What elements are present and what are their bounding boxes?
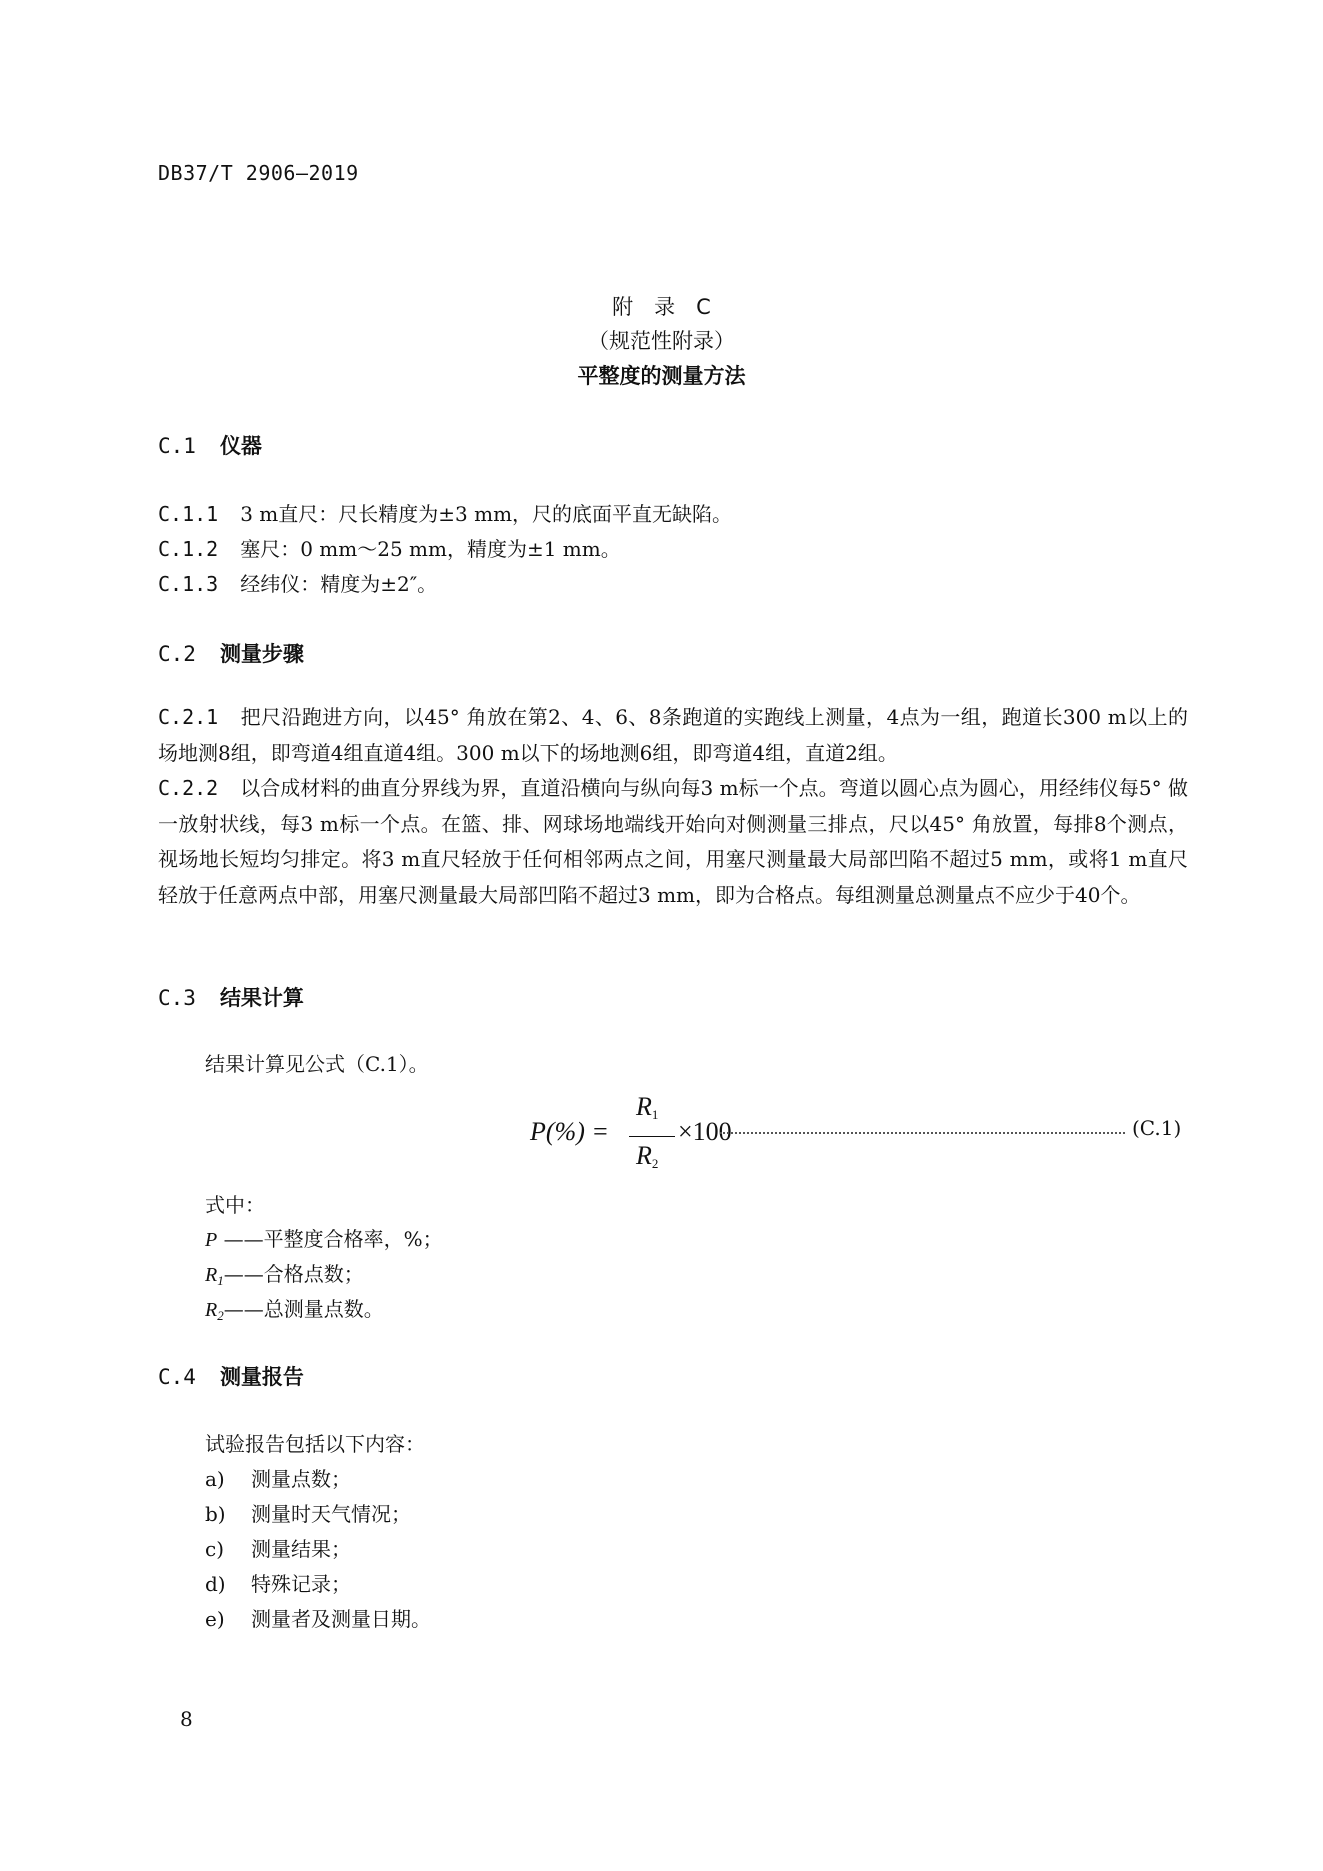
fraction-bar [629,1136,675,1137]
section-title: 测量步骤 [219,642,304,666]
clause-c1-2 [158,533,621,562]
where-label: 式中： [205,1193,265,1217]
section-number: C.4 [158,1365,196,1389]
clause-c1-3 [158,568,437,597]
formula-intro: 结果计算见公式（C.1）。 [205,1052,429,1076]
clause-c2-1 [158,700,1188,771]
clause-text: 塞尺：0 mm～25 mm，精度为±1 mm。 [240,537,621,561]
clause-number: C.1.2 [158,537,219,561]
clause-c1-1 [158,498,732,527]
section-title: 结果计算 [219,986,304,1010]
section-heading-c4 [158,1361,304,1391]
appendix-label: 附 录 C [612,295,711,319]
section-heading-c2 [158,638,304,668]
list-item: d) 特殊记录； [205,1572,351,1596]
clause-text: 把尺沿跑进方向，以45° 角放在第2、4、6、8条跑道的实跑线上测量，4点为一组，跑道长300 m以上的场地测8组，即弯道4组直道4组。300 m以下的场地测6组，即弯道4组，直道2组。 [158,705,1188,765]
clause-text: 3 m直尺：尺长精度为±3 mm，尺的底面平直无缺陷。 [240,502,733,526]
dot-leader [720,1132,1125,1134]
formula-rhs: ×100 [678,1117,732,1146]
where-item-r2: $R_2——$总测量点数。 [205,1297,384,1323]
where-item-r1: $R_1——$合格点数； [205,1262,364,1288]
page-number: 8 [180,1707,193,1731]
appendix-type: （规范性附录） [588,329,735,353]
list-item: a) 测量点数； [205,1467,351,1491]
section-number: C.1 [158,434,196,458]
clause-text: 经纬仪：精度为±2″。 [240,572,438,596]
clause-text: 以合成材料的曲直分界线为界，直道沿横向与纵向每3 m标一个点。弯道以圆心点为圆心，用经纬仪每5° 做一放射状线，每3 m标一个点。在篮、排、网球场地端线开始向对侧测量三排点，尺以45° 角放置，每排8个测点，视场地长短均匀排定。将3 m直尺轻放于任何相邻两点之间，用塞尺测量最大局部凹陷不超过5 mm，或将1 m直尺轻放于任意两点中部，用塞尺测量最大局部凹陷不超过3 mm，即为合格点。每组测量总测量点不应少于40个。 [158,776,1188,907]
clause-number: C.2.1 [158,705,219,729]
section-number: C.3 [158,986,196,1010]
clause-number: C.2.2 [158,776,219,800]
appendix-title: 平整度的测量方法 [577,364,746,388]
where-item-p: P ——平整度合格率，%； [205,1227,443,1251]
clause-c2-2 [158,771,1188,913]
equation-number: (C.1) [1132,1116,1182,1140]
clause-number: C.1.3 [158,572,219,596]
section-title: 仪器 [219,434,262,458]
formula-numerator: $R_1$ [636,1092,659,1122]
section-title: 测量报告 [219,1365,304,1389]
list-item: b) 测量时天气情况； [205,1502,411,1526]
formula-c1 [530,1092,1190,1174]
document-code: DB37/T 2906—2019 [158,161,359,185]
section-number: C.2 [158,642,196,666]
list-item: e) 测量者及测量日期。 [205,1607,431,1631]
formula-lhs: P(%) = [530,1117,609,1146]
section-heading-c1 [158,430,262,460]
formula-denominator: $R_2$ [636,1141,659,1171]
list-item: c) 测量结果； [205,1537,351,1561]
report-intro: 试验报告包括以下内容： [205,1432,425,1456]
section-heading-c3 [158,982,304,1012]
clause-number: C.1.1 [158,502,219,526]
